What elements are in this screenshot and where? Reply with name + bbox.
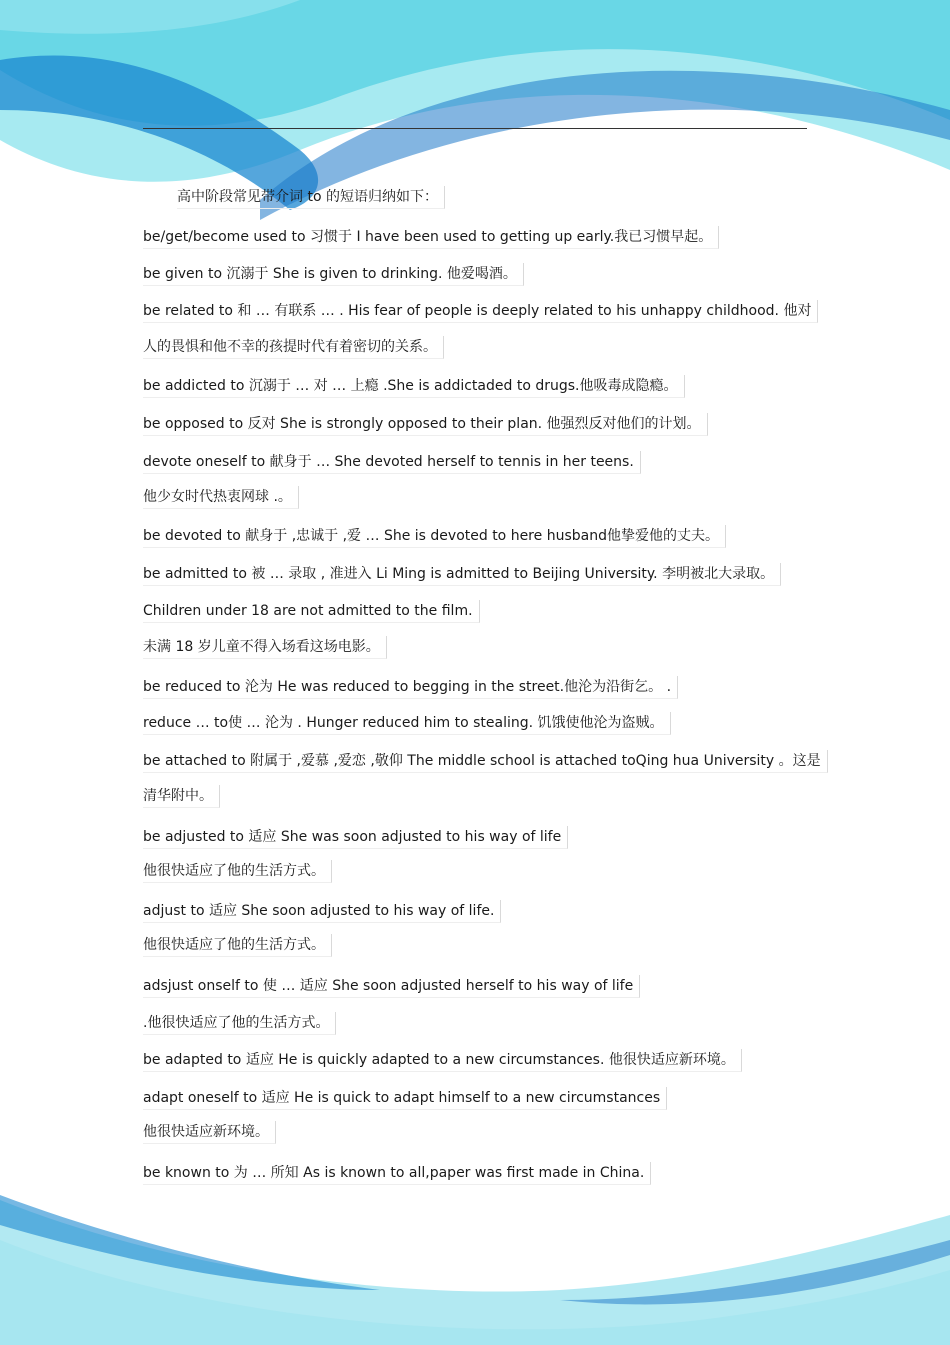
text-line: 他少女时代热衷网球 .。 xyxy=(143,486,299,509)
text-line: 人的畏惧和他不幸的孩提时代有着密切的关系。 xyxy=(143,336,444,359)
text-line: be opposed to 反对 She is strongly opposed to their plan. 他强烈反对他们的计划。 xyxy=(143,413,708,436)
text-line: reduce … to使 … 沦为 . Hunger reduced him to stealing. 饥饿使他沦为盗贼。 xyxy=(143,712,671,735)
text-line: be reduced to 沦为 He was reduced to begging in the street.他沦为沿街乞。 . xyxy=(143,676,678,699)
text-line: 他很快适应了他的生活方式。 xyxy=(143,934,332,957)
text-line: adjust to 适应 She soon adjusted to his way of life. xyxy=(143,900,501,923)
text-line: be given to 沉溺于 She is given to drinking. 他爱喝酒。 xyxy=(143,263,524,286)
text-line: 他很快适应了他的生活方式。 xyxy=(143,860,332,883)
text-line: be addicted to 沉溺于 … 对 … 上瘾 .She is addictaded to drugs.他吸毒成隐瘾。 xyxy=(143,375,685,398)
text-line: be adapted to 适应 He is quickly adapted to a new circumstances. 他很快适应新环境。 xyxy=(143,1049,742,1072)
text-line: be/get/become used to 习惯于 I have been used to getting up early.我已习惯早起。 xyxy=(143,226,719,249)
intro-text: 高中阶段常见带介词 to 的短语归纳如下： xyxy=(177,186,445,209)
text-line: be related to 和 … 有联系 … . His fear of people is deeply related to his unhappy childhood. 他对 xyxy=(143,300,818,323)
text-line: Children under 18 are not admitted to the film. xyxy=(143,600,480,623)
header-rule xyxy=(143,128,807,129)
text-line: devote oneself to 献身于 … She devoted herself to tennis in her teens. xyxy=(143,451,641,474)
text-line: adsjust onself to 使 … 适应 She soon adjusted herself to his way of life xyxy=(143,975,640,998)
text-line: be known to 为 … 所知 As is known to all,paper was first made in China. xyxy=(143,1162,651,1185)
text-line: be adjusted to 适应 She was soon adjusted to his way of life xyxy=(143,826,568,849)
text-line: .他很快适应了他的生活方式。 xyxy=(143,1012,336,1035)
text-line: be admitted to 被 … 录取 , 准进入 Li Ming is admitted to Beijing University. 李明被北大录取。 xyxy=(143,563,781,586)
text-line: 清华附中。 xyxy=(143,785,220,808)
text-line: adapt oneself to 适应 He is quick to adapt himself to a new circumstances xyxy=(143,1087,667,1110)
text-line: be devoted to 献身于 ,忠诚于 ,爱 … She is devoted to here husband他挚爱他的丈夫。 xyxy=(143,525,726,548)
text-line: be attached to 附属于 ,爱慕 ,爱恋 ,敬仰 The middle school is attached toQing hua University 。这是 xyxy=(143,750,828,773)
text-line: 他很快适应新环境。 xyxy=(143,1121,276,1144)
text-line: 未满 18 岁儿童不得入场看这场电影。 xyxy=(143,636,387,659)
